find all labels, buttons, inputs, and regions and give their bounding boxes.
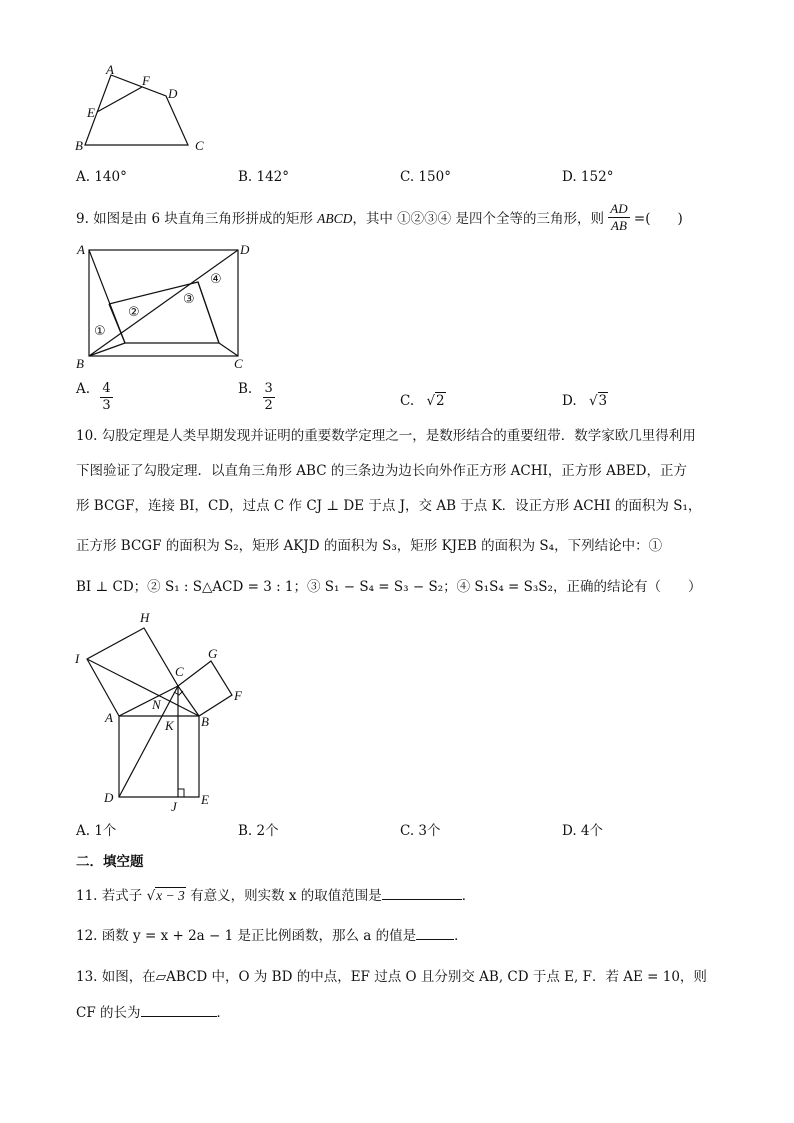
q9-option-c-label: C. [400, 393, 415, 409]
q10-line-1: 10. 勾股定理是人类早期发现并证明的重要数学定理之一，是数形结合的重要纽带．数学家欧几里得利用 [76, 428, 696, 444]
q10-label-h: H [140, 610, 150, 625]
q9-label-d: D [240, 242, 250, 257]
q10-label-i: I [75, 651, 80, 666]
q12-answer-blank[interactable] [416, 925, 454, 940]
q9-line-37 [109, 304, 125, 343]
q13-answer-blank[interactable] [141, 1002, 217, 1017]
q10-label-a: A [105, 710, 113, 725]
q9-option-b[interactable] [238, 381, 275, 414]
q9-text-after: =( ) [629, 211, 683, 227]
q8-label-c: C [195, 138, 204, 153]
q9-option-c-value: 2 [436, 393, 445, 409]
q8-option-a[interactable]: A. 140° [76, 169, 127, 185]
q10-label-j: J [171, 799, 177, 814]
q10-line-2: 下图验证了勾股定理．以直角三角形 ABC 的三条边为边长向外作正方形 ACHI，正方形 ABED，正方 [76, 463, 687, 479]
q10-option-a[interactable]: A. 1个 [76, 823, 117, 839]
q9-option-a-num: 4 [102, 381, 111, 396]
q11-before: 11. 若式子 [76, 888, 147, 904]
q12-before: 12. 函数 y = x + 2a − 1 是正比例函数，那么 a 的值是 [76, 928, 417, 944]
q9-option-b-label: B. [238, 381, 253, 397]
q10-square-achi [87, 628, 178, 716]
q9-option-a-label: A. [76, 381, 91, 397]
q9-label-2: ② [128, 305, 140, 320]
q9-figure [72, 238, 262, 374]
q9-option-b-frac [263, 381, 275, 414]
q10-figure [70, 606, 260, 816]
q9-line-bottom [89, 343, 125, 356]
q10-line-4: 正方形 BCGF 的面积为 S₂，矩形 AKJD 的面积为 S₃，矩形 KJEB 的面积为 S₄，下列结论中：① [76, 538, 663, 554]
q10-option-d[interactable]: D. 4个 [562, 823, 604, 839]
q10-square-bcgf [178, 661, 232, 716]
section-fill-in-title: 二．填空题 [76, 854, 144, 870]
q9-text-middle: ，其中 ①②③④ 是四个全等的三角形，则 [352, 211, 604, 227]
q10-line-cd [119, 686, 178, 797]
q9-option-d[interactable]: D. √3 [562, 393, 608, 409]
q8-label-e: E [87, 105, 95, 120]
q13-line-2-before: CF 的长为 [76, 1005, 141, 1021]
q9-fraction [608, 201, 629, 234]
q9-option-b-den: 2 [264, 398, 273, 413]
q10-line-3: 形 BCGF，连接 BI，CD，过点 C 作 CJ ⊥ DE 于点 J，交 AB 于点 K．设正方形 ACHI 的面积为 S₁， [76, 498, 702, 514]
q10-right-angle-j [178, 789, 184, 797]
q9-option-a[interactable] [76, 381, 113, 414]
q9-label-b: B [76, 356, 84, 371]
q10-label-e: E [201, 792, 209, 807]
q10-label-f: F [234, 688, 242, 703]
q9-label-1: ① [94, 324, 106, 339]
q11-end: ． [461, 888, 476, 904]
q9-rect-name: ABCD [317, 211, 353, 226]
q13-line-2 [76, 1002, 230, 1023]
q9-option-d-label: D. [562, 393, 577, 409]
q10-label-n: N [152, 697, 161, 712]
q10-label-d: D [104, 790, 114, 805]
q9-label-a: A [77, 242, 85, 257]
q9-label-c: C [234, 356, 243, 371]
q9-option-a-den: 3 [102, 398, 111, 413]
q9-option-c[interactable]: C. √2 [400, 393, 445, 409]
q8-figure [70, 62, 220, 158]
q9-line-126 [198, 282, 219, 343]
q12-end: ． [454, 928, 468, 944]
q8-label-b: B [75, 138, 83, 153]
q9-label-4: ④ [210, 272, 222, 287]
q8-option-c[interactable]: C. 150° [400, 169, 451, 185]
q10-label-c: C [175, 664, 184, 679]
q11-radicand: x − 3 [156, 888, 185, 903]
q13-line-2-end: ． [216, 1005, 230, 1021]
q8-segment-ef [97, 87, 142, 112]
q9-option-b-num: 3 [264, 381, 273, 396]
q11-answer-blank[interactable] [382, 885, 462, 900]
q10-label-b: B [201, 714, 209, 729]
q10-line-5: BI ⊥ CD；② S₁ : S△ACD = 3 : 1；③ S₁ − S₄ = S₃ − S₂；④ S₁S₄ = S₃S₂，正确的结论有（ ） [76, 579, 702, 595]
q10-option-b[interactable]: B. 2个 [238, 823, 279, 839]
q8-label-a: A [106, 62, 114, 77]
q10-label-k: K [165, 718, 174, 733]
q11-after: 有意义，则实数 x 的取值范围是 [185, 888, 382, 904]
q13-line-1: 13. 如图，在▱ABCD 中，O 为 BD 的中点，EF 过点 O 且分别交 AB, CD 于点 E, F．若 AE = 10，则 [76, 969, 707, 985]
q11-question: 11. 若式子 √x − 3 有意义，则实数 x 的取值范围是 ． [76, 885, 475, 906]
q9-line-c-inner [219, 343, 238, 356]
q12-question [76, 925, 468, 946]
q9-frac-num: AD [610, 201, 628, 216]
q9-label-3: ③ [183, 292, 195, 307]
q9-option-d-value: 3 [598, 393, 608, 409]
q10-square-abed [119, 716, 199, 797]
q9-frac-den: AB [611, 218, 627, 233]
q9-text-before: 9. 如图是由 6 块直角三角形拼成的矩形 [76, 211, 318, 227]
q10-label-g: G [208, 646, 218, 661]
q8-label-f: F [142, 73, 150, 88]
q8-label-d: D [168, 86, 178, 101]
q9-option-a-frac [100, 381, 112, 414]
q10-option-c[interactable]: C. 3个 [400, 823, 441, 839]
q8-option-d[interactable]: D. 152° [562, 169, 614, 185]
q9-question [76, 203, 683, 236]
q8-option-b[interactable]: B. 142° [238, 169, 290, 185]
q9-inner-triangles [109, 282, 219, 343]
